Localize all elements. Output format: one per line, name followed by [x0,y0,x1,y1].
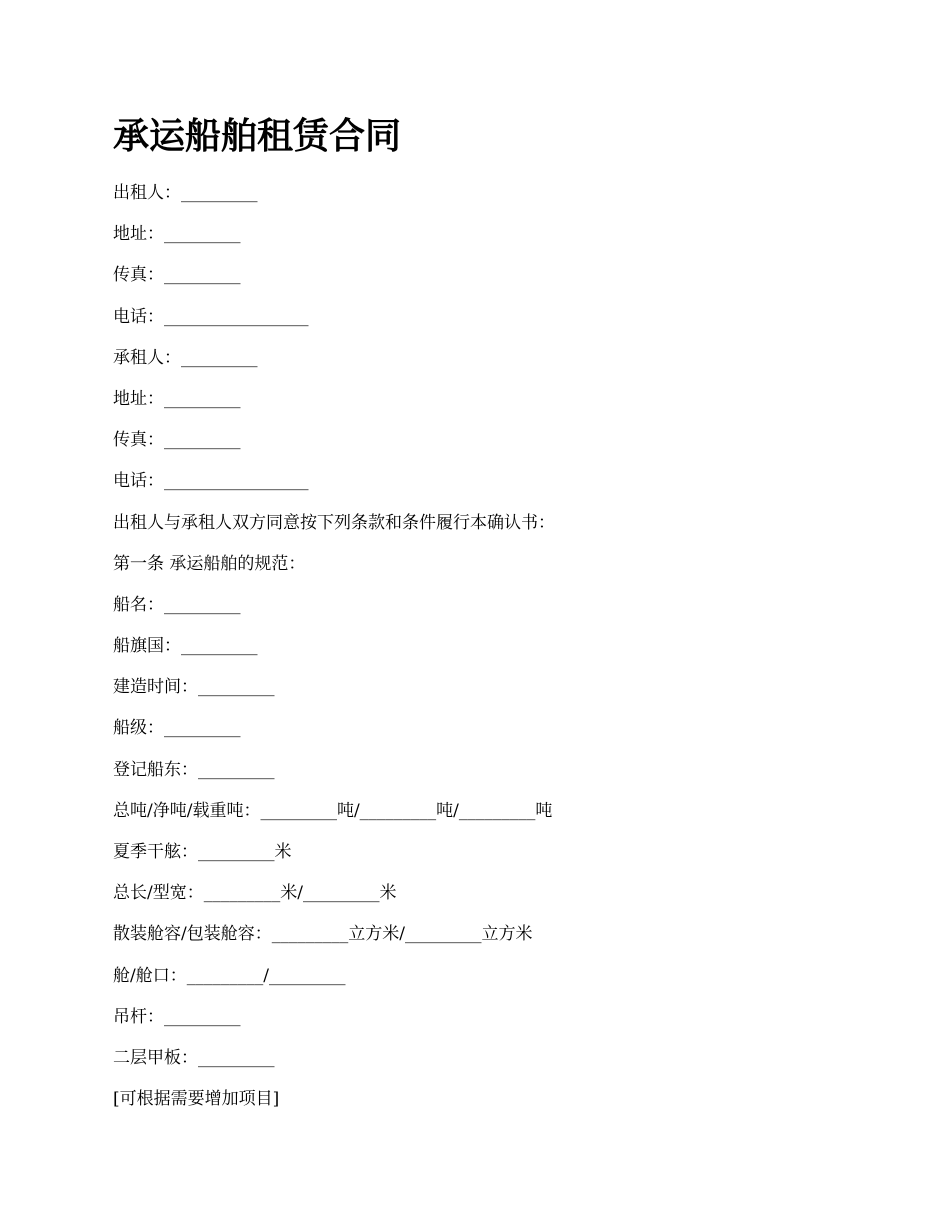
lessor-field: 出租人：_________ [113,183,258,203]
registered-owner-field: 登记船东：_________ [113,759,275,780]
length-beam-field: 总长/型宽：_________米/_________米 [113,883,397,904]
lessee-field: 承租人：_________ [113,347,258,368]
lessee-fax-field: 传真：_________ [113,430,241,451]
additional-items-note: [可根据需要增加项目] [113,1089,280,1110]
document-body [113,179,555,1126]
summer-freeboard-field: 夏季干舷：_________米 [113,842,292,862]
lessor-fax-field: 传真：_________ [113,265,241,286]
cargo-capacity-field: 散装舱容/包装舱容：_________立方米/_________立方米 [113,924,533,945]
ship-class-field: 船级：_________ [113,718,241,739]
tween-deck-field: 二层甲板：_________ [113,1047,275,1068]
lessee-phone-field: 电话：_________________ [113,471,309,492]
document-title: 承运船舶租赁合同 [113,116,402,157]
derricks-field: 吊杆：_________ [113,1006,241,1027]
build-date-field: 建造时间：_________ [113,677,275,698]
flag-state-field: 船旗国：_________ [113,636,258,657]
holds-hatches-field: 舱/舱口：_________/_________ [113,965,346,986]
lessor-phone-field: 电话：_________________ [113,306,309,327]
ship-name-field: 船名：_________ [113,594,241,615]
lessor-address-field: 地址：_________ [113,224,241,245]
article-one-heading: 第一条 承运船舶的规范： [113,553,306,574]
lessee-address-field: 地址：_________ [113,388,241,409]
tonnage-field: 总吨/净吨/载重吨：_________吨/_________吨/_________吨 [113,800,553,821]
agreement-paragraph: 出租人与承租人双方同意按下列条款和条件履行本确认书： [113,512,555,533]
